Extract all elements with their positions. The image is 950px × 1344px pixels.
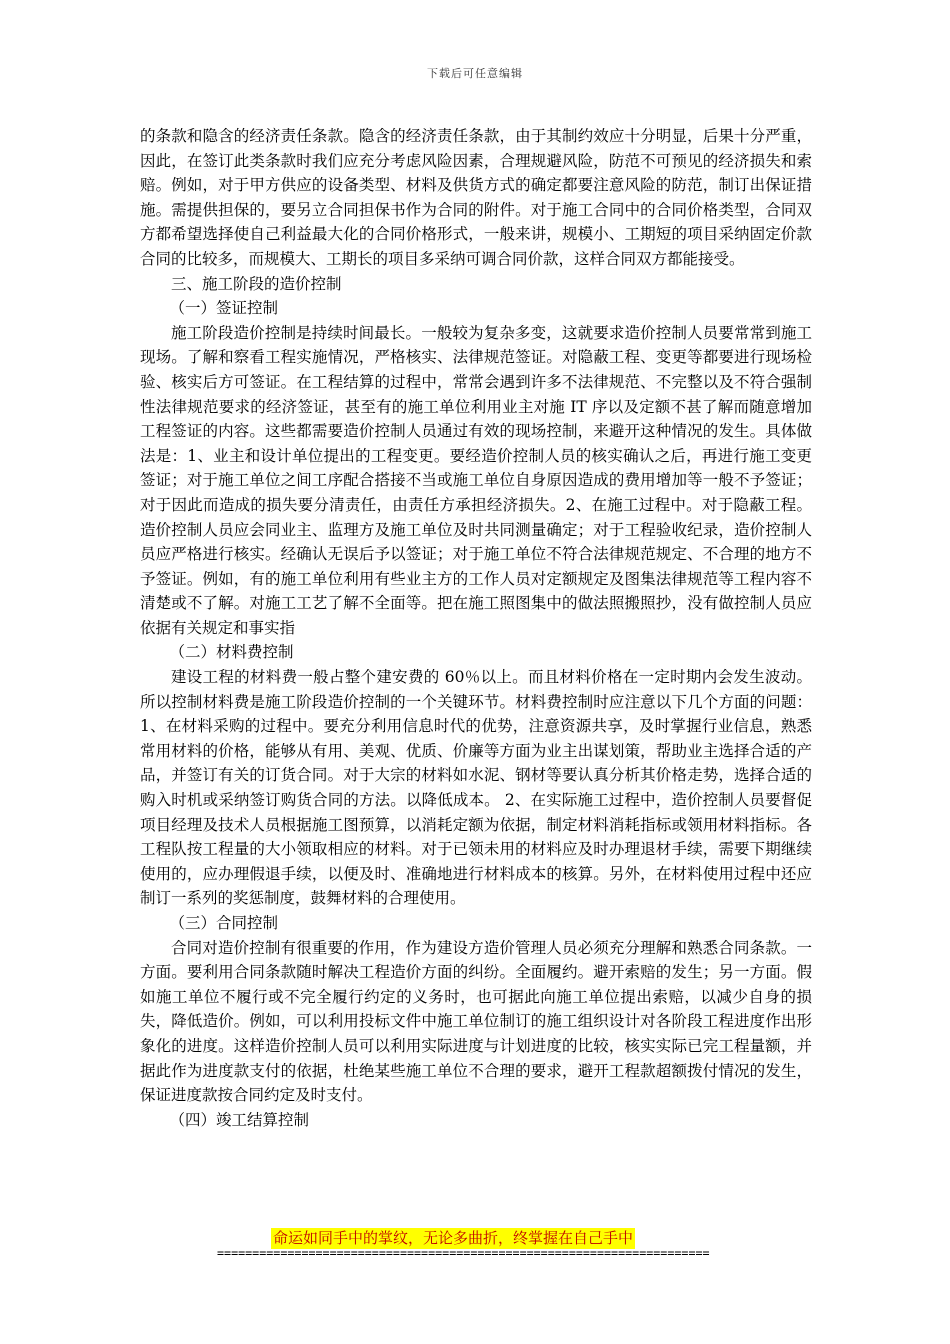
- subsection-heading-settlement: （四）竣工结算控制: [169, 1110, 309, 1129]
- paragraph-material-control: 建设工程的材料费一般占整个建安费的 60％以上。而且材料价格在一定时期内会发生波动。所以控制材料费是施工阶段造价控制的一个关键环节。材料费控制时应注意以下几个方面的问题：1、在材料采购的过程中。要充分利用信息时代的优势，注意资源共享，及时掌握行业信息，熟悉常用材料的价格，能够从有用、美观、优质、价廉等方面为业主出谋划策，帮助业主选择合适的产品，并签订有关的订货合同。对于大宗的材料如水泥、钢材等要认真分析其价格走势，选择合适的购入时机或采纳签订购货合同的方法。以降低成本。 2、在实际施工过程中，造价控制人员要督促项目经理及技术人员根据施工图预算，以消耗定额为依据，制定材料消耗指标或领用材料指标。各工程队按工程量的大小领取相应的材料。对于已领未用的材料应及时办理退材手续，需要下期继续使用的，应办理假退手续，以便及时、准确地进行材料成本的核算。另外，在材料使用过程中还应制订一系列的奖惩制度，鼓舞材料的合理使用。: [140, 668, 812, 908]
- section-heading: 三、施工阶段的造价控制: [171, 274, 342, 293]
- subsection-heading-visa: （一）签证控制: [169, 299, 278, 318]
- paragraph-visa-control: 施工阶段造价控制是持续时间最长。一般较为复杂多变，这就要求造价控制人员要常常到施工现场。了解和察看工程实施情况，严格核实、法律规范签证。对隐蔽工程、变更等都要进行现场检验、核实后方可签证。在工程结算的过程中，常常会遇到许多不法律规范、不完整以及不符合强制性法律规范要求的经济签证，甚至有的施工单位利用业主对施 IT 序以及定额不甚了解而随意增加工程签证的内容。这些都需要造价控制人员通过有效的现场控制，来避开这种情况的发生。具体做法是：1、业主和设计单位提出的工程变更。要经造价控制人员的核实确认之后，再进行施工变更签证；对于施工单位之间工序配合搭接不当或施工单位自身原因造成的费用增加等一般不予签证；对于因此而造成的损失要分清责任，由责任方承担经济损失。2、在施工过程中。对于隐蔽工程。造价控制人员应会同业主、监理方及施工单位及时共同测量确定；对于工程验收纪录，造价控制人员应严格进行核实。经确认无误后予以签证；对于施工单位不符合法律规范规定、不合理的地方不予签证。例如，有的施工单位利用有些业主方的工作人员对定额规定及图集法律规范等工程内容不清楚或不了解。对施工工艺了解不全面等。把在施工照图集中的做法照搬照抄，没有做控制人员应依据有关规定和事实指: [140, 323, 812, 637]
- footer-motto: 命运如同手中的掌纹，无论多曲折，终掌握在自己手中: [273, 1229, 634, 1247]
- paragraph-contract-control: 合同对造价控制有很重要的作用，作为建设方造价管理人员必须充分理解和熟悉合同条款。一方面。要利用合同条款随时解决工程造价方面的纠纷。全面履约。避开索赔的发生；另一方面。假如施工单位不履行或不完全履行约定的义务时，也可据此向施工单位提出索赔，以减少自身的损失，降低造价。例如，可以利用投标文件中施工单位制订的施工组织设计对各阶段工程进度作出形象化的进度。这样造价控制人员可以利用实际进度与计划进度的比较，核实实际已完工程量额，并据此作为进度款支付的依据，杜绝某些施工单位不合理的要求，避开工程款超额拨付情况的发生，保证进度款按合同约定及时支付。: [140, 938, 812, 1105]
- paragraph-intro: 的条款和隐含的经济责任条款。隐含的经济责任条款，由于其制约效应十分明显，后果十分严重，因此，在签订此类条款时我们应充分考虑风险因素，合理规避风险，防范不可预见的经济损失和索赔。例如，对于甲方供应的设备类型、材料及供货方式的确定都要注意风险的防范，制订出保证措施。需提供担保的，要另立合同担保书作为合同的附件。对于施工合同中的合同价格类型，合同双方都希望选择使自己利益最大化的合同价格形式，一般来讲，规模小、工期短的项目采纳固定价款合同的比较多，而规模大、工期长的项目多采纳可调合同价款，这样合同双方都能接受。: [140, 127, 812, 268]
- subsection-heading-contract: （三）合同控制: [169, 914, 278, 932]
- subsection-heading-material: （二）材料费控制: [169, 643, 294, 662]
- document-body: [140, 124, 812, 1132]
- footer-divider: ======================================================================: [217, 1246, 710, 1260]
- page-header: 下载后可任意编辑: [427, 67, 523, 80]
